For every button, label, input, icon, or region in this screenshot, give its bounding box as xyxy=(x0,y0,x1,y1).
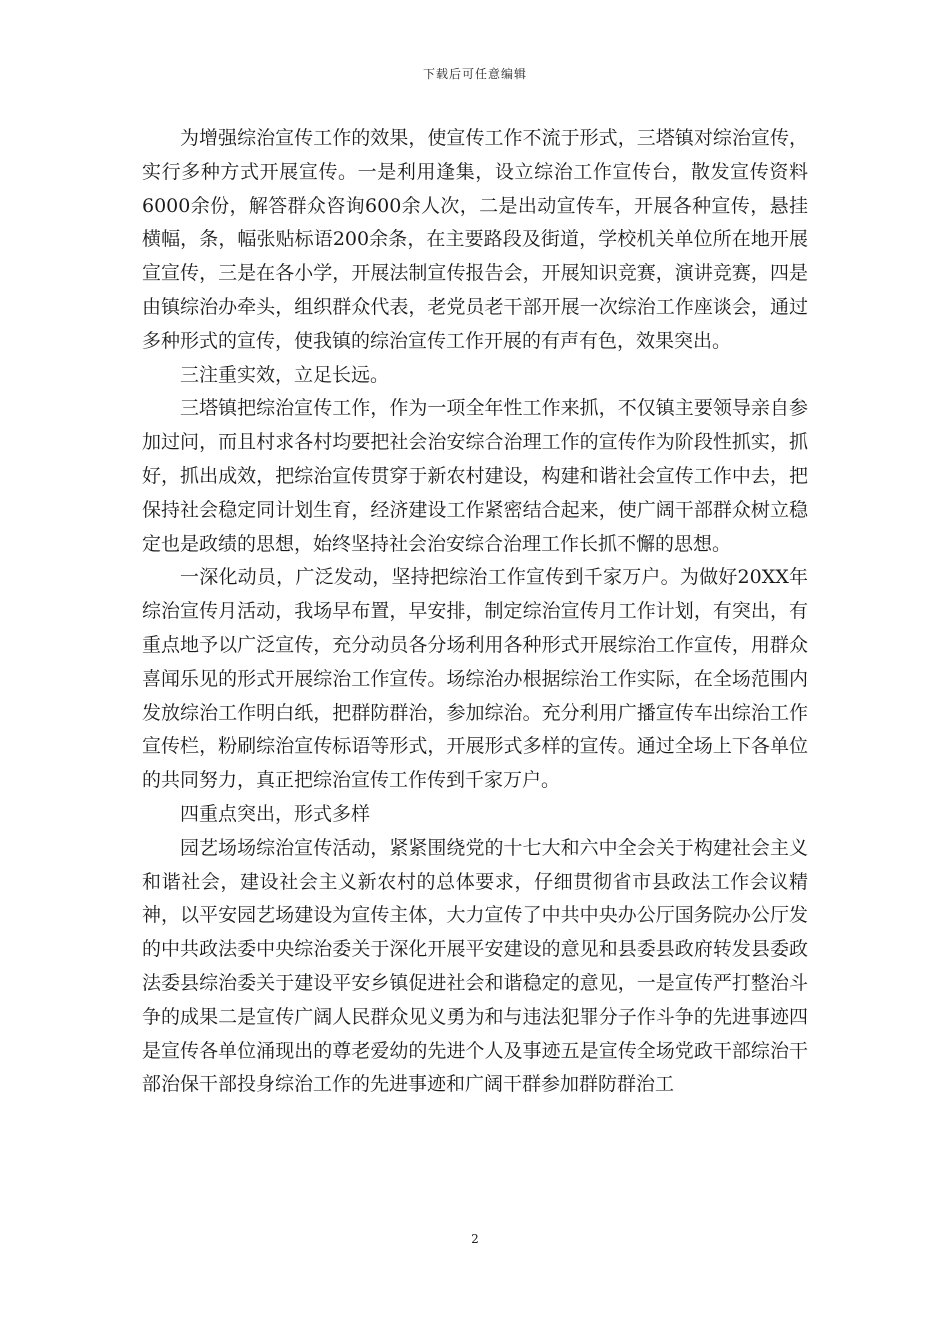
section-heading-4: 四重点突出，形式多样 xyxy=(180,802,371,825)
section-heading-3: 三注重实效，立足长远。 xyxy=(180,363,390,386)
page-number: 2 xyxy=(471,1232,479,1246)
paragraph-mobilization: 一深化动员，广泛发动，坚持把综治工作宣传到千家万户。为做好20XX年综治宣传月活动，我场早布置，早安排，制定综治宣传月工作计划，有突出，有重点地予以广泛宣传，充分动员各分场利用各种形式开展综治工作宣传，用群众喜闻乐见的形式开展综治工作宣传。场综治办根据综治工作实际，在全场范围内发放综治工作明白纸，把群防群治，参加综治。充分利用广播宣传车出综治工作宣传栏，粉刷综治宣传标语等形式，开展形式多样的宣传。通过全场上下各单位的共同努力，真正把综治宣传工作传到千家万户。 xyxy=(142,566,808,792)
paragraph-focus: 园艺场场综治宣传活动，紧紧围绕党的十七大和六中全会关于构建社会主义和谐社会，建设社会主义新农村的总体要求，仔细贯彻省市县政法工作会议精神，以平安园艺场建设为宣传主体，大力宣传了中共中央办公厅国务院办公厅发的中共政法委中央综治委关于深化开展平安建设的意见和县委县政府转发县委政法委县综治委关于建设平安乡镇促进社会和谐稳定的意见，一是宣传严打整治斗争的成果二是宣传广阔人民群众见义勇为和与违法犯罪分子作斗争的先进事迹四是宣传各单位涌现出的尊老爱幼的先进个人及事迹五是宣传全场党政干部综治干部治保干部投身综治工作的先进事迹和广阔干群参加群防群治工 xyxy=(142,836,808,1096)
paragraph-publicity-methods: 为增强综治宣传工作的效果，使宣传工作不流于形式，三塔镇对综治宣传，实行多种方式开展宣传。一是利用逢集，设立综治工作宣传台，散发宣传资料6000余份，解答群众咨询600余人次，二是出动宣传车，开展各种宣传，悬挂横幅，条，幅张贴标语200余条，在主要路段及街道，学校机关单位所在地开展宣宣传，三是在各小学，开展法制宣传报告会，开展知识竞赛，演讲竞赛，四是由镇综治办牵头，组织群众代表，老党员老干部开展一次综治工作座谈会，通过多种形式的宣传，使我镇的综治宣传工作开展的有声有色，效果突出。 xyxy=(142,127,808,352)
document-body xyxy=(142,122,808,1102)
paragraph-long-term: 三塔镇把综治宣传工作，作为一项全年性工作来抓，不仅镇主要领导亲自参加过问，而且村求各村均要把社会治安综合治理工作的宣传作为阶段性抓实，抓好，抓出成效，把综治宣传贯穿于新农村建设，构建和谐社会宣传工作中去，把保持社会稳定同计划生育，经济建设工作紧密结合起来，使广阔干部群众树立稳定也是政绩的思想，始终坚持社会治安综合治理工作长抓不懈的思想。 xyxy=(142,397,808,555)
page-header: 下载后可任意编辑 xyxy=(422,67,527,81)
